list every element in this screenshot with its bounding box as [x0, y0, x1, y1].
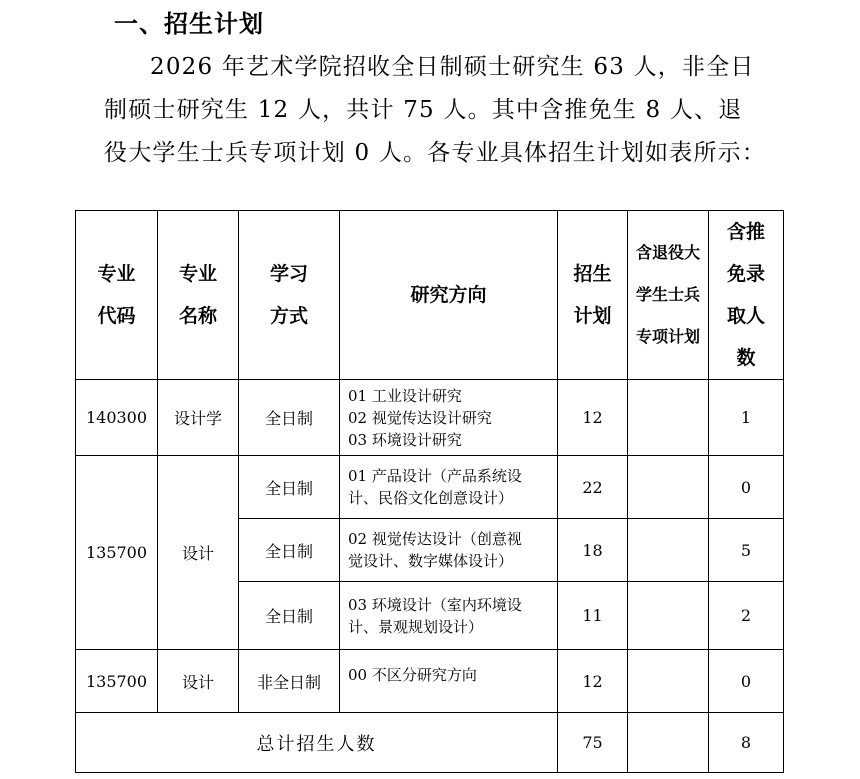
direction-item: 计、民俗文化创意设计）	[348, 489, 514, 507]
row-veteran	[628, 650, 709, 713]
header-code: 专业代码	[76, 211, 158, 380]
row-plan: 12	[558, 650, 628, 713]
row-mode: 全日制	[239, 519, 340, 582]
row-directions	[340, 582, 558, 650]
direction-item: 00 不区分研究方向	[348, 666, 477, 684]
row-veteran	[628, 456, 709, 519]
row-plan: 22	[558, 456, 628, 519]
intro-line-2: 制硕士研究生 12 人，共计 75 人。其中含推免生 8 人、退	[104, 97, 743, 123]
direction-item: 03 环境设计（室内环境设	[348, 595, 522, 614]
section-title: 一、招生计划	[114, 10, 264, 38]
row-name: 设计学	[158, 380, 239, 456]
intro-paragraph	[104, 46, 784, 175]
header-exempt: 含推免录取人数	[709, 211, 784, 380]
total-plan: 75	[558, 713, 628, 773]
header-name: 专业名称	[158, 211, 239, 380]
intro-line-3: 役大学生士兵专项计划 0 人。各专业具体招生计划如表所示：	[104, 140, 767, 166]
row-mode: 全日制	[239, 582, 340, 650]
total-label: 总计招生人数	[76, 713, 558, 773]
row-mode: 全日制	[239, 456, 340, 519]
total-row	[76, 713, 784, 773]
table-row	[76, 380, 784, 456]
direction-item: 02 视觉传达设计研究	[348, 408, 492, 427]
row-exempt: 2	[709, 582, 784, 650]
header-plan: 招生计划	[558, 211, 628, 380]
row-code: 135700	[76, 650, 158, 713]
direction-item: 02 视觉传达设计（创意视	[348, 530, 522, 548]
enrollment-plan-table	[75, 210, 784, 773]
header-direction: 研究方向	[340, 211, 558, 380]
row-code: 135700	[76, 456, 158, 650]
row-directions	[340, 456, 558, 519]
table-row	[76, 456, 784, 519]
row-exempt: 0	[709, 650, 784, 713]
header-mode: 学习方式	[239, 211, 340, 380]
row-exempt: 5	[709, 519, 784, 582]
total-exempt: 8	[709, 713, 784, 773]
row-directions	[340, 650, 558, 713]
direction-item: 计、景观规划设计）	[348, 617, 484, 636]
direction-item: 01 产品设计（产品系统设	[348, 467, 522, 485]
row-mode: 全日制	[239, 380, 340, 456]
row-mode: 非全日制	[239, 650, 340, 713]
row-exempt: 0	[709, 456, 784, 519]
direction-item: 觉设计、数字媒体设计）	[348, 552, 514, 570]
row-plan: 18	[558, 519, 628, 582]
row-veteran	[628, 582, 709, 650]
table-row	[76, 650, 784, 713]
row-name: 设计	[158, 650, 239, 713]
total-veteran	[628, 713, 709, 773]
row-veteran	[628, 380, 709, 456]
intro-line-1: 2026 年艺术学院招收全日制硕士研究生 63 人，非全日	[150, 54, 755, 80]
row-exempt: 1	[709, 380, 784, 456]
row-code: 140300	[76, 380, 158, 456]
header-row	[76, 211, 784, 380]
direction-item: 03 环境设计研究	[348, 430, 462, 449]
row-name: 设计	[158, 456, 239, 650]
row-plan: 11	[558, 582, 628, 650]
row-veteran	[628, 519, 709, 582]
direction-item: 01 工业设计研究	[348, 386, 462, 405]
row-plan: 12	[558, 380, 628, 456]
header-veteran: 含退役大学生士兵专项计划	[628, 211, 709, 380]
row-directions	[340, 380, 558, 456]
row-directions	[340, 519, 558, 582]
